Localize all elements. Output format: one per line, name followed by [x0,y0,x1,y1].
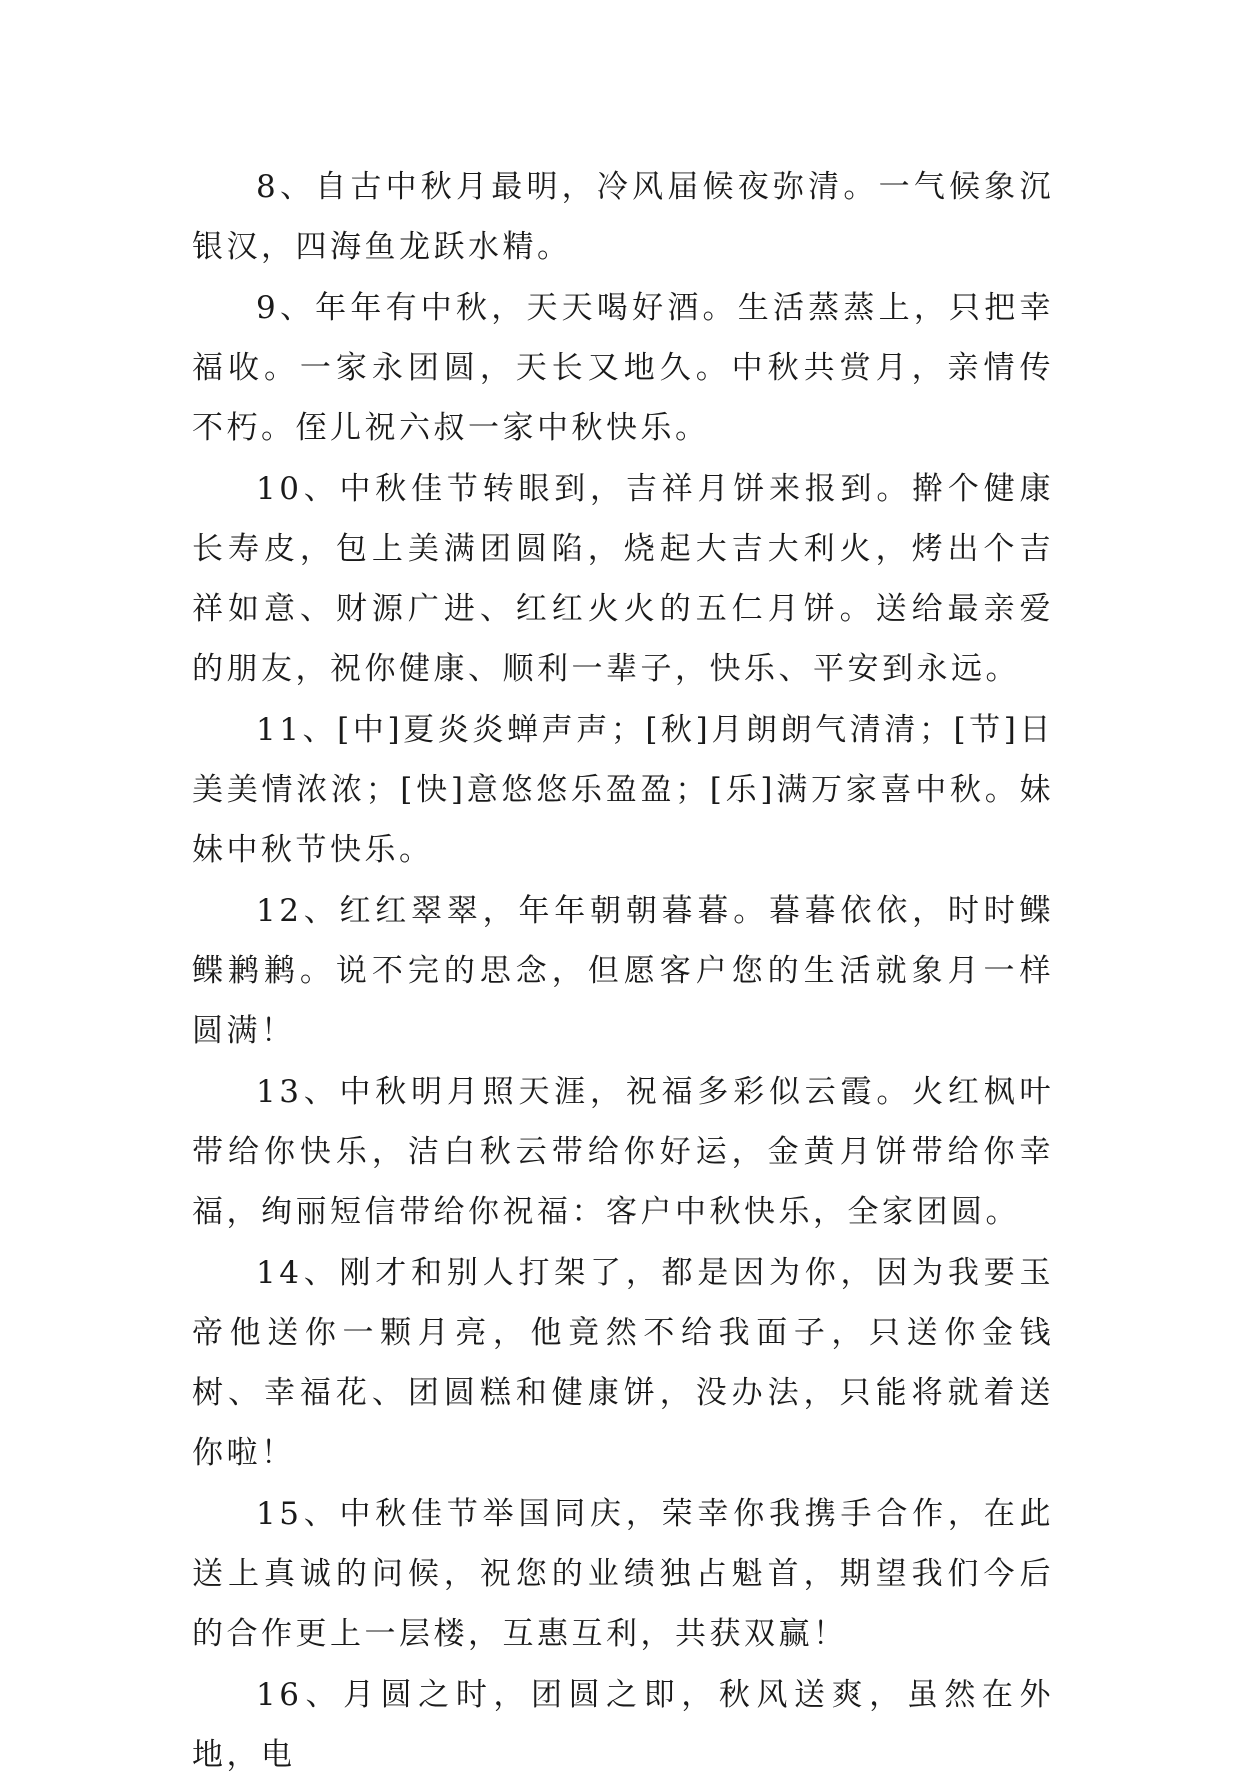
paragraph-13: 13、中秋明月照天涯，祝福多彩似云霞。火红枫叶带给你快乐，洁白秋云带给你好运，金黄月饼带给你幸福，绚丽短信带给你祝福：客户中秋快乐，全家团圆。 [192,1074,1054,1230]
paragraph-8: 8、自古中秋月最明，冷风届候夜弥清。一气候象沉银汉，四海鱼龙跃水精。 [192,169,1054,265]
paragraph-12: 12、红红翠翠，年年朝朝暮暮。暮暮依依，时时鲽鲽鹣鹣。说不完的思念，但愿客户您的生活就象月一样圆满！ [192,893,1054,1049]
document-body [192,157,1054,1785]
paragraph-9: 9、年年有中秋，天天喝好酒。生活蒸蒸上，只把幸福收。一家永团圆，天长又地久。中秋共赏月，亲情传不朽。侄儿祝六叔一家中秋快乐。 [192,290,1054,446]
paragraph-15: 15、中秋佳节举国同庆，荣幸你我携手合作，在此送上真诚的问候，祝您的业绩独占魁首，期望我们今后的合作更上一层楼，互惠互利，共获双赢！ [192,1496,1054,1652]
paragraph-14: 14、刚才和别人打架了，都是因为你，因为我要玉帝他送你一颗月亮，他竟然不给我面子，只送你金钱树、幸福花、团圆糕和健康饼，没办法，只能将就着送你啦！ [192,1255,1054,1471]
paragraph-16: 16、月圆之时，团圆之即，秋风送爽，虽然在外地，电 [192,1677,1054,1773]
paragraph-10: 10、中秋佳节转眼到，吉祥月饼来报到。擀个健康长寿皮，包上美满团圆陷，烧起大吉大利火，烤出个吉祥如意、财源广进、红红火火的五仁月饼。送给最亲爱的朋友，祝你健康、顺利一辈子，快乐、平安到永远。 [192,471,1054,687]
paragraph-11: 11、[中]夏炎炎蝉声声；[秋]月朗朗气清清；[节]日美美情浓浓；[快]意悠悠乐盈盈；[乐]满万家喜中秋。妹妹中秋节快乐。 [192,712,1054,868]
